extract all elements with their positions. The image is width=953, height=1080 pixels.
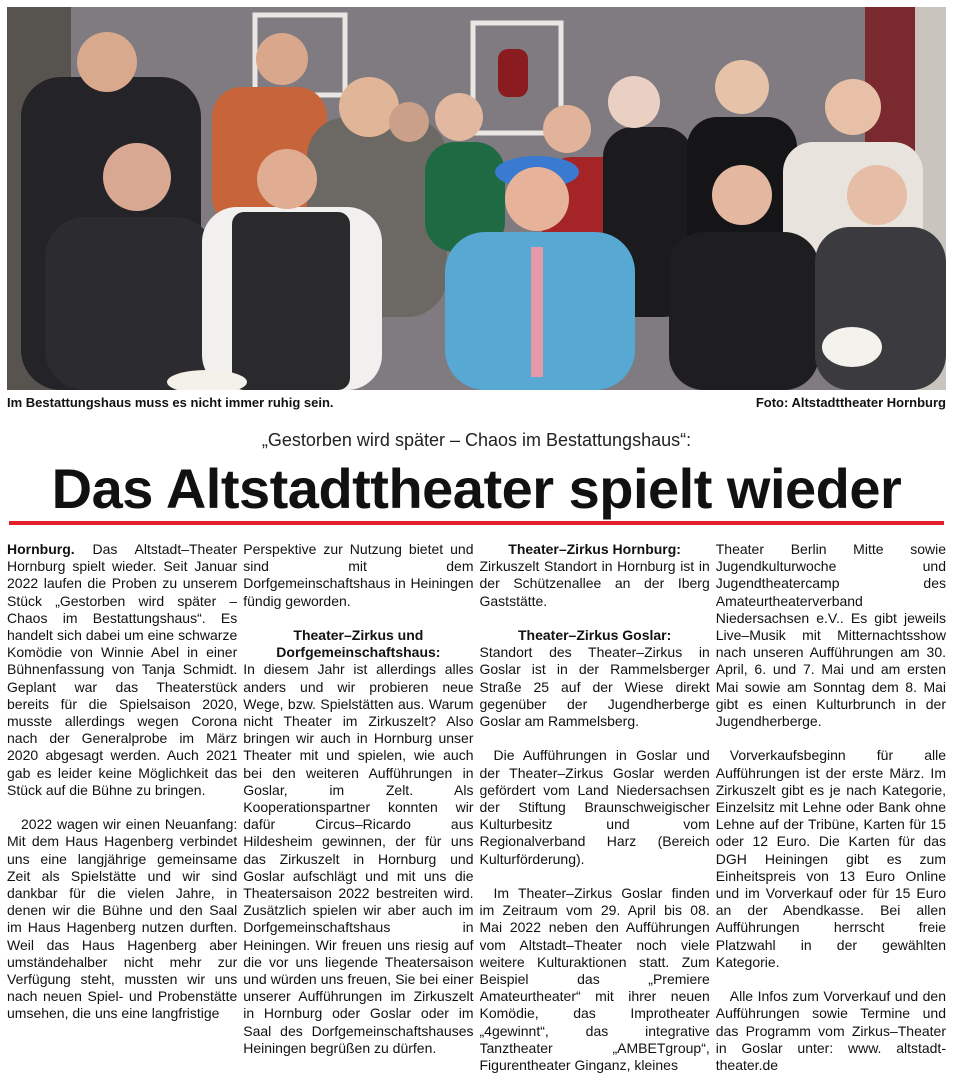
group-photo [7, 7, 946, 390]
article-column-1 [7, 541, 237, 1073]
subheading: Theater–Zirkus und [293, 627, 424, 643]
headline: Das Altstadttheater spielt wieder [51, 457, 902, 520]
paragraph: Die Aufführungen in Goslar und der Theater–Zirkus Goslar werden gefördert vom Land Niedersachsen der Stiftung Braunschweigischer Kulturbesitz und vom Regionalverband Harz (Bereich Kulturförderung). [479, 747, 710, 867]
paragraph: Alle Infos zum Vorverkauf und den Aufführungen sowie Termine und das Programm vom Zirkus–Theater in Goslar unter: www. altstadt-theater.de [715, 988, 946, 1073]
article-body [7, 541, 946, 1073]
kicker: „Gestorben wird später – Chaos im Bestattungshaus“: [261, 430, 692, 450]
article-column-4 [716, 541, 946, 1073]
photo-illustration [7, 7, 946, 390]
paragraph: In diesem Jahr ist allerdings alles anders und wir probieren neue Wege, bzw. Spielstätten aus. Warum nicht Theater im Zirkuszelt? Also bringen wir auch in Hornburg unser Theater mit und spielen, wie auch bei den weiteren Aufführungen in Goslar, im Zelt. Als Kooperationspartner konnten wir dafür Circus–Ricardo aus Hildesheim gewinnen, der für uns das Zirkuszelt in Hornburg und Goslar aufschlägt und mit uns die Theatersaison 2022 bestreiten wird. Zusätzlich spielen wir aber auch im Dorfgemeinschaftshaus in Heiningen. Wir freuen uns riesig auf die vor uns liegende Theatersaison und würden uns freuen, Sie bei einer unserer Aufführungen im Zirkuszelt in Hornburg oder Goslar oder im Saal des Dorfgemeinschaftshauses Heiningen begrüßen zu dürfen. [243, 661, 474, 1056]
paragraph-text: Das Altstadt–Theater Hornburg spielt wieder. Seit Januar 2022 laufen die Proben zu unserem Stück „Gestorben wird später – Chaos im Bestattungshaus“. Es handelt sich dabei um eine schwarze Komödie von Winnie Abel in einer Bühnenfassung von Tanja Schmidt. Geplant war das Theaterstück bereits für die Spielsaison 2020, musste allerdings wegen Corona nach der Generalprobe im März 2020 abgesagt werden. Auch 2021 gab es leider keine Möglichkeit das Stück auf die Bühne zu bringen. [7, 541, 238, 798]
article-column-3 [480, 541, 710, 1073]
paragraph: Im Theater–Zirkus Goslar finden im Zeitraum vom 29. April bis 08. Mai 2022 neben den Aufführungen vom Altstadt–Theater noch viele weitere Kulturaktionen statt. Zum Beispiel das „Premiere Amateurtheater“ mit ihrer neuen Komödie, das Improtheater „4gewinnt“, das integrative Tanztheater „AMBETgroup“, Figurentheater Ginganz, kleines [479, 885, 710, 1073]
paragraph: Perspektive zur Nutzung bietet und sind mit dem Dorfgemeinschaftshaus in Heiningen fündig geworden. [243, 541, 474, 609]
paragraph: Standort des Theater–Zirkus in Goslar ist in der Rammelsberger Straße 25 auf der Wiese direkt gegenüber der Jugendherberge Goslar am Rammelsberg. [479, 644, 710, 730]
paragraph: Theater Berlin Mitte sowie Jugendkulturwoche und Jugendtheatercamp des Amateurtheaterverband Niedersachsen e.V.. Es gibt jeweils Live–Musik mit Mitternachtsshow nach unseren Aufführungen am 30. April, 6. und 7. Mai und am ersten Mai sowie am Sonntag dem 8. Mai gibt es einen Kulturbrunch in der Jugendherberge. [715, 541, 946, 730]
photo-credit: Foto: Altstadttheater Hornburg [755, 395, 946, 410]
subheading: Dorfgemeinschaftshaus: [276, 644, 441, 661]
article-column-2 [243, 541, 473, 1073]
paragraph [7, 541, 237, 799]
paragraph: Zirkuszelt Standort in Hornburg ist in der Schützenallee an der Iberg Gaststätte. [479, 558, 710, 609]
photo-caption: Im Bestattungshaus muss es nicht immer ruhig sein. [7, 395, 334, 410]
headline-rule [9, 521, 944, 525]
dateline: Hornburg. [7, 541, 75, 557]
subheading: Theater–Zirkus Hornburg: [508, 541, 681, 557]
subheading: Theater–Zirkus Goslar: [517, 627, 672, 643]
paragraph: Vorverkaufsbeginn für alle Aufführungen ist der erste März. Im Zirkuszelt gibt es je nach Kategorie, Einzelsitz mit Lehne oder Bank ohne Lehne auf der Tribüne, Karten für 15 oder 12 Euro. Die Karten für das DGH Heiningen gibt es zum Einheitspreis von 13 Euro Online und im Vorverkauf oder für 15 Euro an der Abendkasse. Bei allen Aufführungen herrscht freie Platzwahl in der gewählten Kategorie. [715, 747, 946, 970]
paragraph: 2022 wagen wir einen Neuanfang: Mit dem Haus Hagenberg verbindet uns eine langjährige gemeinsame Zeit als Spielstätte und wir sind dankbar für die vielen Jahre, in denen wir die Bühne und den Saal im Haus Hagenberg nutzen durften. Weil das Haus Hagenberg aber umständehalber nicht mehr zur Verfügung steht, mussten wir uns nach neuen Spiel- und Probenstätte umsehen, die uns eine langfristige [7, 816, 238, 1022]
